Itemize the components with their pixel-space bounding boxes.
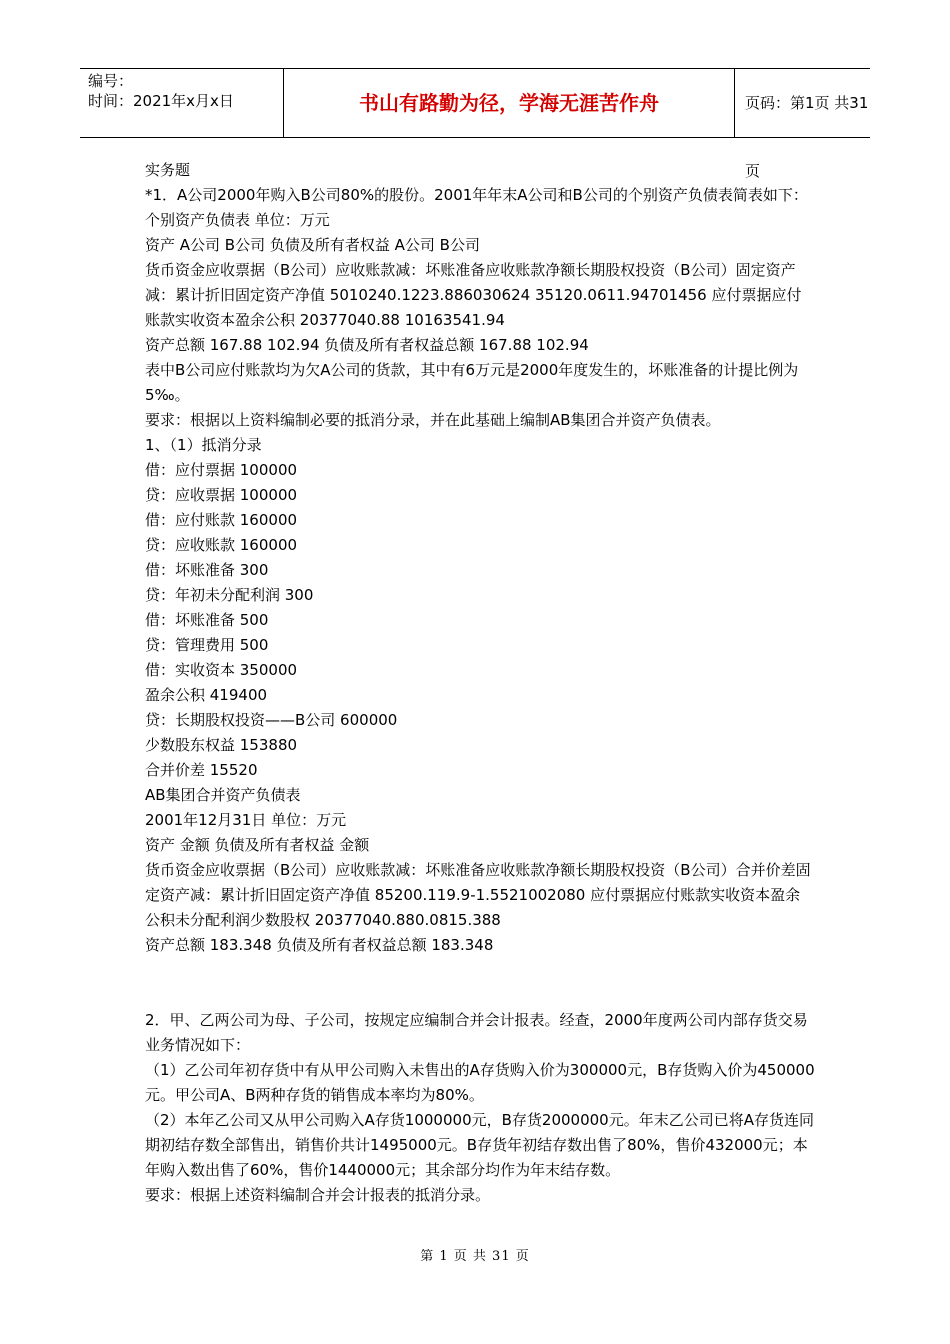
document-number-label: 编号： <box>88 72 134 90</box>
paragraph: 货币资金应收票据（B公司）应收账款减：坏账准备应收账款净额长期股权投资（B公司）固定资产减：累计折旧固定资产净值 5010240.1223.886030624 35120.0611.94701456 应付票据应付账款实收资本盈余公积 20377040.88 10163541.94 <box>145 261 802 329</box>
paragraph: 货币资金应收票据（B公司）应收账款减：坏账准备应收账款净额长期股权投资（B公司）合并价差固定资产减：累计折旧固定资产净值 85200.119.9-1.5521002080 应付票据应付账款实收资本盈余公积未分配利润少数股权 20377040.880.0815.388 <box>145 861 811 929</box>
header-meta <box>80 69 283 137</box>
paragraph: （1）乙公司年初存货中有从甲公司购入未售出的A存货购入价为300000元，B存货购入价为450000元。甲公司A、B两种存货的销售成本率均为80%。 <box>145 1061 815 1104</box>
paragraph: 表中B公司应付账款均为欠A公司的货款，其中有6万元是2000年度发生的，坏账准备的计提比例为5‰。 <box>145 361 799 404</box>
paragraph: AB集团合并资产负债表 <box>145 786 301 804</box>
paragraph: 2001年12月31日 单位：万元 <box>145 811 347 829</box>
paragraph: 借：应付账款 160000 <box>145 511 298 529</box>
paragraph: （2）本年乙公司又从甲公司购入A存货1000000元，B存货2000000元。年末乙公司已将A存货连同期初结存数全部售出，销售价共计1495000元。B存货年初结存数出售了80%，售价432000元；本年购入数出售了60%，售价1440000元；其余部分均作为年末结存数。 <box>145 1111 814 1179</box>
header-motto: 书山有路勤为径，学海无涯苦作舟 <box>283 69 735 137</box>
document-body <box>145 158 815 1208</box>
paragraph: 借：应付票据 100000 <box>145 461 298 479</box>
section-gap <box>145 958 815 1008</box>
exercise-section-1 <box>145 158 815 958</box>
exercise-section-2 <box>145 1008 815 1208</box>
paragraph: 贷：长期股权投资——B公司 600000 <box>145 711 398 729</box>
paragraph: 借：坏账准备 300 <box>145 561 269 579</box>
paragraph: 1、（1）抵消分录 <box>145 436 262 454</box>
paragraph: 贷：年初未分配利润 300 <box>145 586 314 604</box>
paragraph: 少数股东权益 153880 <box>145 736 298 754</box>
header-page-info: 页码：第1页 共31页 <box>745 94 869 180</box>
paragraph: 资产总额 167.88 102.94 负债及所有者权益总额 167.88 102.94 <box>145 336 589 354</box>
paragraph: 合并价差 15520 <box>145 761 258 779</box>
paragraph: 要求：根据上述资料编制合并会计报表的抵消分录。 <box>145 1186 491 1204</box>
paragraph: 贷：应收票据 100000 <box>145 486 298 504</box>
paragraph: 贷：应收账款 160000 <box>145 536 298 554</box>
paragraph: 借：实收资本 350000 <box>145 661 298 679</box>
paragraph: *1．A公司2000年购入B公司80%的股份。2001年年末A公司和B公司的个别资产负债表简表如下： <box>145 186 808 204</box>
paragraph: 资产 金额 负债及所有者权益 金额 <box>145 836 370 854</box>
paragraph: 2．甲、乙两公司为母、子公司，按规定应编制合并会计报表。经查，2000年度两公司内部存货交易业务情况如下： <box>145 1011 808 1054</box>
paragraph: 借：坏账准备 500 <box>145 611 269 629</box>
document-time-label: 时间：2021年x月x日 <box>88 92 234 110</box>
page-footer: 第 1 页 共 31 页 <box>420 1249 530 1264</box>
paragraph: 贷：管理费用 500 <box>145 636 269 654</box>
paragraph: 盈余公积 419400 <box>145 686 268 704</box>
paragraph: 资产总额 183.348 负债及所有者权益总额 183.348 <box>145 936 494 954</box>
paragraph: 资产 A公司 B公司 负债及所有者权益 A公司 B公司 <box>145 236 480 254</box>
paragraph: 个别资产负债表 单位：万元 <box>145 211 330 229</box>
paragraph: 实务题 <box>145 161 191 179</box>
paragraph: 要求：根据以上资料编制必要的抵消分录，并在此基础上编制AB集团合并资产负债表。 <box>145 411 721 429</box>
